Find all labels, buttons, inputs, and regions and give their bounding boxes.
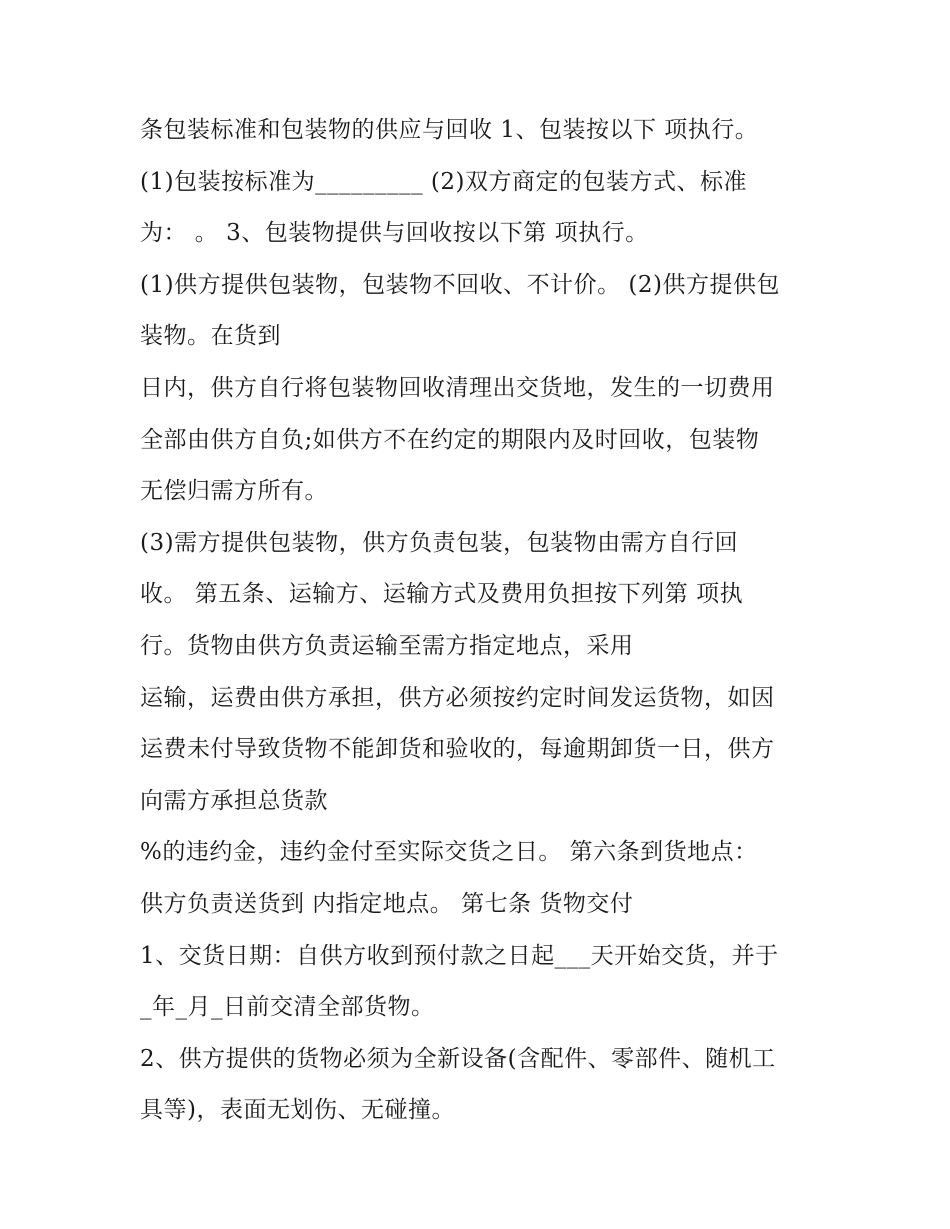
text-line: 日内，供方自行将包装物回收清理出交货地，发生的一切费用 — [140, 374, 775, 401]
text-line: 运费未付导致货物不能卸货和验收的，每逾期卸货一日，供方 — [140, 736, 775, 763]
text-line: 行。货物由供方负责运输至需方指定地点，采用 — [140, 632, 634, 659]
text-line: %的违约金，违约金付至实际交货之日。 第六条到货地点： — [140, 839, 758, 866]
text-line: 运输，运费由供方承担，供方必须按约定时间发运货物，如因 — [140, 684, 775, 711]
text-line: 装物。在货到 — [140, 323, 281, 350]
text-line: 条包装标准和包装物的供应与回收 1、包装按以下 项执行。 — [140, 117, 759, 143]
text-line: 无偿归需方所有。 — [140, 478, 328, 505]
text-line: 全部由供方自负;如供方不在约定的期限内及时回收，包装物 — [140, 426, 760, 453]
text-line: (1)包装按标准为_________ (2)双方商定的包装方式、标准 — [140, 168, 747, 195]
contract-text — [140, 108, 820, 1140]
text-line: 具等)，表面无划伤、无碰撞。 — [140, 1097, 455, 1124]
text-line: 2、供方提供的货物必须为全新设备(含配件、零部件、随机工 — [140, 1045, 776, 1072]
text-line: _年_月_日前交清全部货物。 — [140, 994, 435, 1021]
text-line: 1、交货日期：自供方收到预付款之日起___天开始交货，并于 — [140, 942, 779, 969]
text-line: (1)供方提供包装物，包装物不回收、不计价。 (2)供方提供包 — [140, 271, 780, 298]
text-line: (3)需方提供包装物，供方负责包装，包装物由需方自行回 — [140, 529, 739, 556]
text-line: 向需方承担总货款 — [140, 787, 328, 814]
text-line: 供方负责送货到 内指定地点。 第七条 货物交付 — [140, 890, 634, 917]
text-line: 收。 第五条、运输方、运输方式及费用负担按下列第 项执 — [140, 581, 744, 608]
text-line: 为： 。 3、包装物提供与回收按以下第 项执行。 — [140, 220, 649, 247]
